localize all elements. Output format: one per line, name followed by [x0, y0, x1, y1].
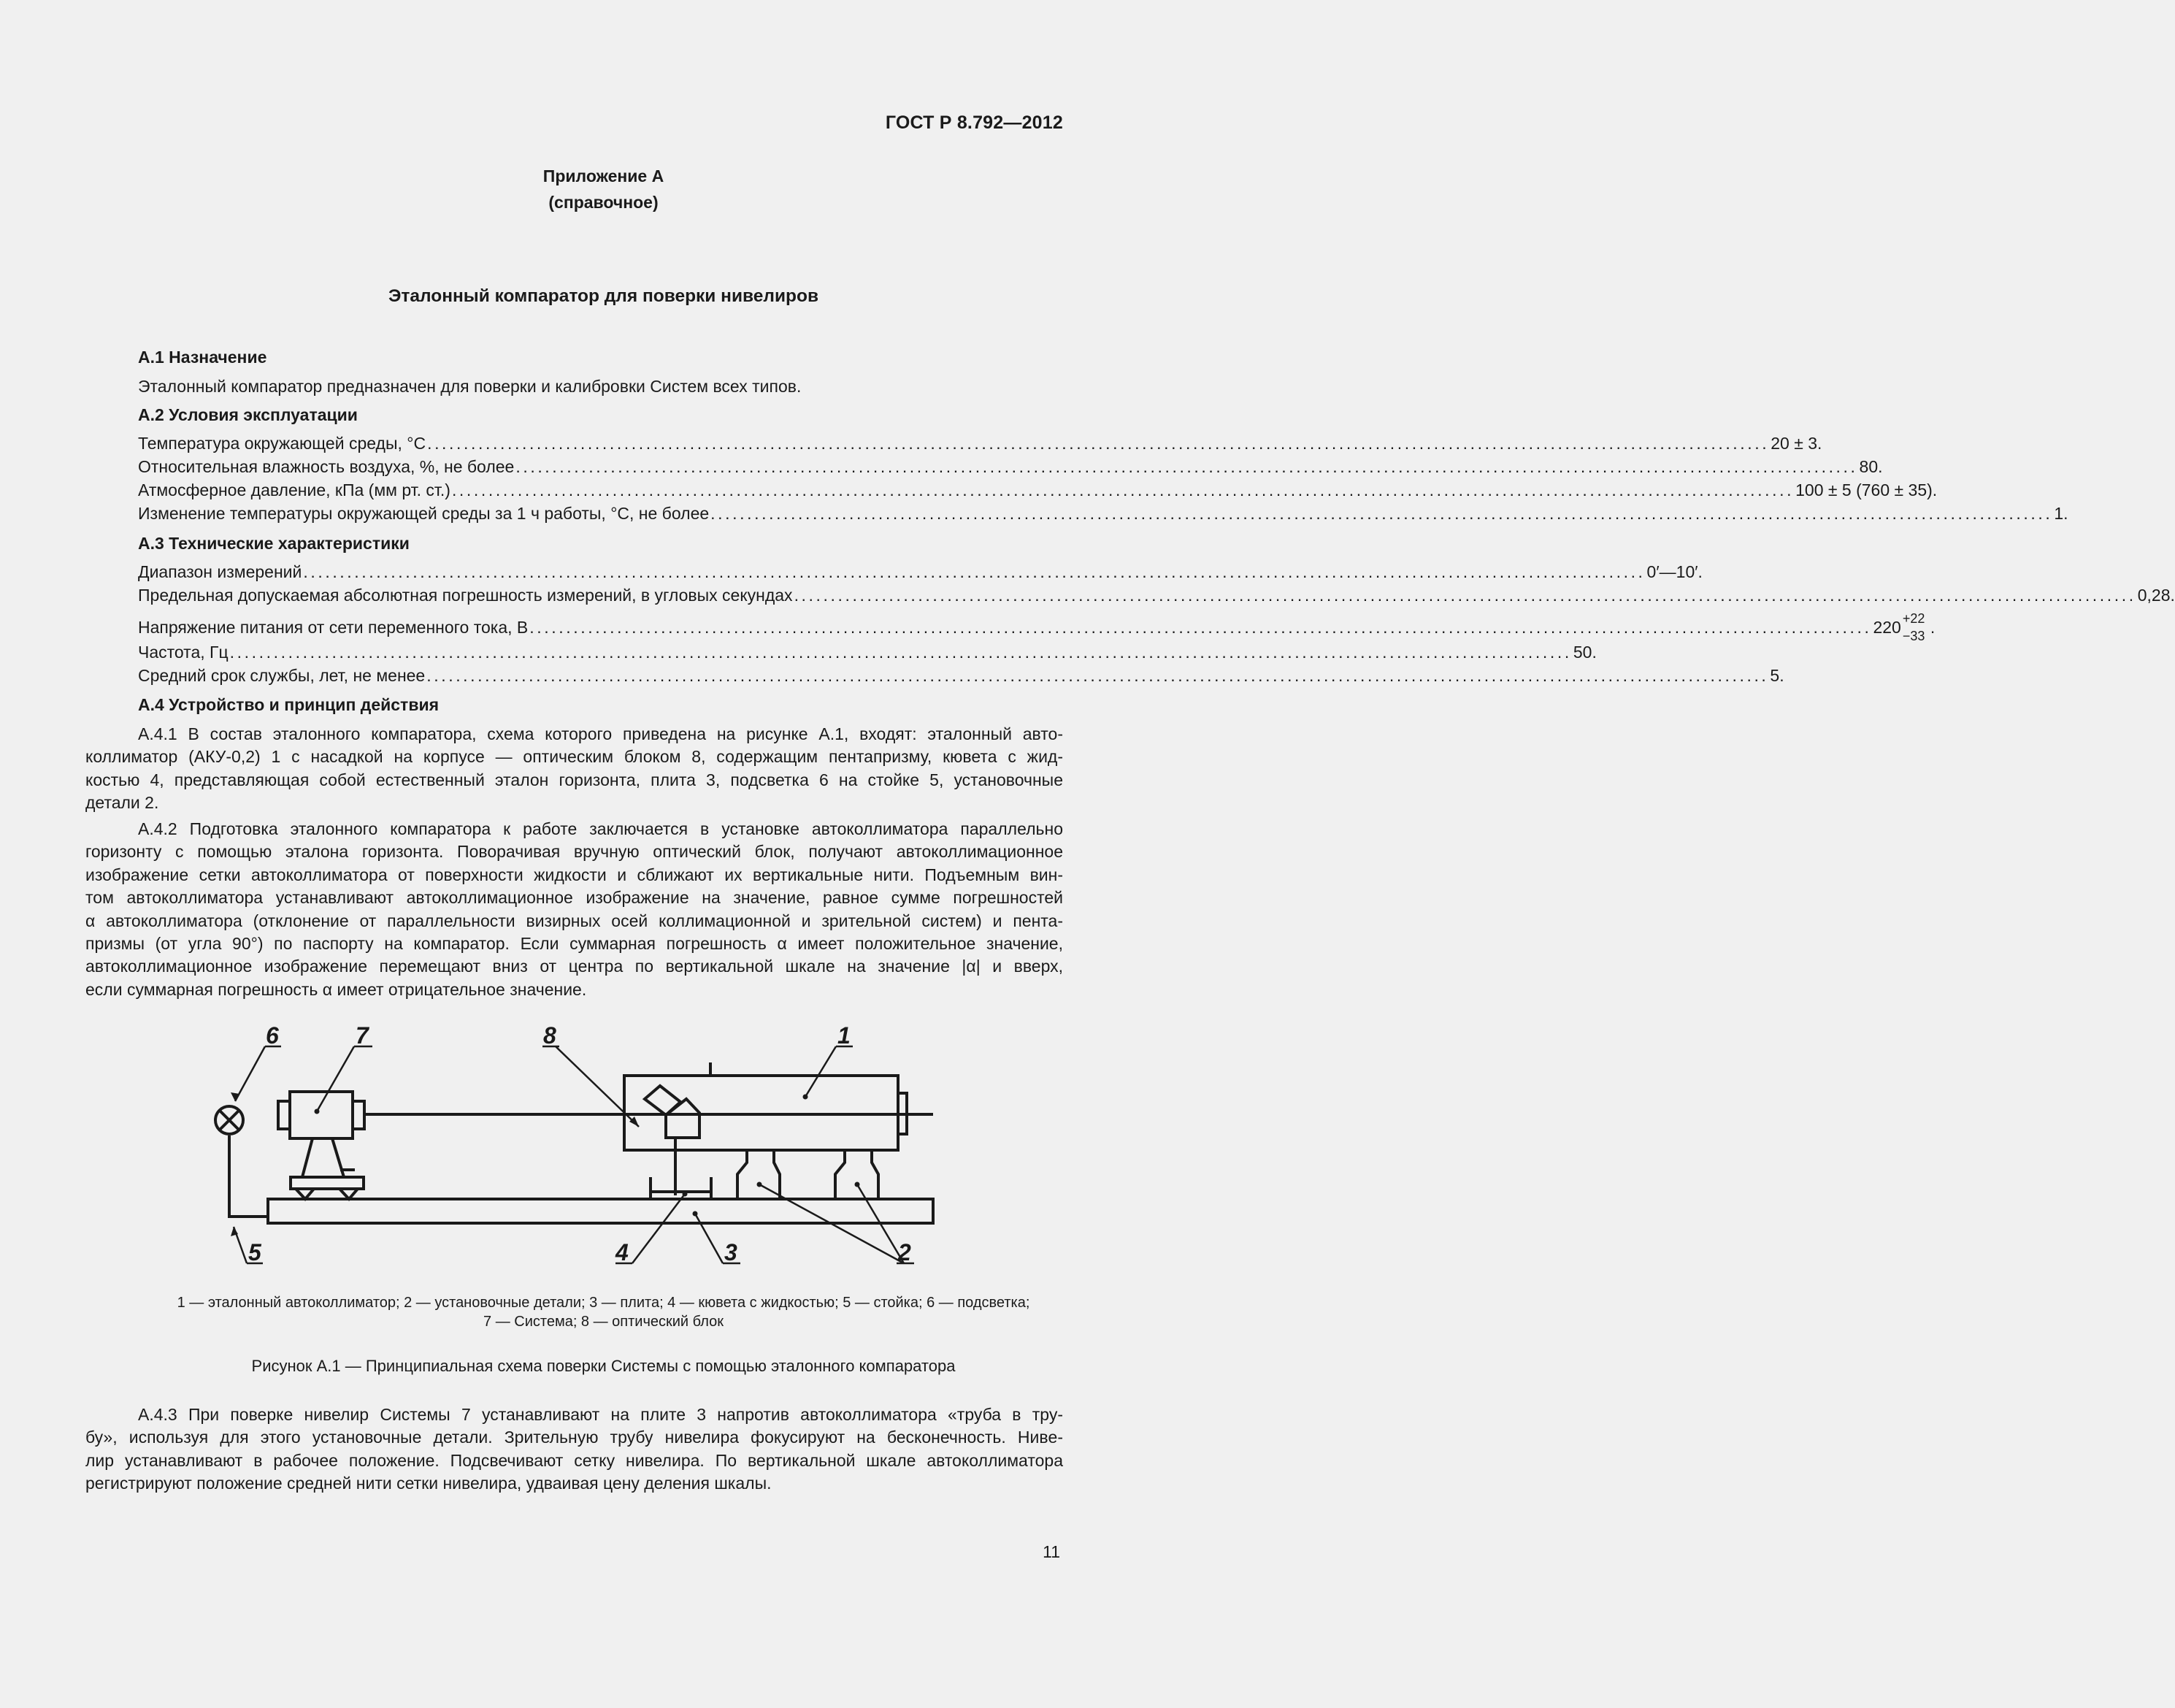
- figure-label: 3: [724, 1239, 737, 1265]
- figure-legend-line1: 1 — эталонный автоколлиматор; 2 — установочные детали; 3 — плита; 4 — кювета с жидкостью; 5 — стойка; 6 — подсветка;: [177, 1295, 1030, 1311]
- figure-label: 8: [543, 1022, 556, 1049]
- paragraph-a42: А.4.2 Подготовка эталонного компаратора к работе заключается в установке автоколлиматора параллельно горизонту с помощью эталона горизонта. Поворачивая вручную оптический блок, получают автоколлимационное изображение сетки автоколлиматора от поверхности жидкости и сближают их вертикальные нити. Подъемным вин- том автоколлиматора устанавливают автоколлимационное изображение на значение, равное сумме погрешностей α автоколлиматора (отклонение от параллельности визирных осей коллимационной и зрительной систем) и пента- призмы (от угла 90°) по паспорту на компаратор. Если суммарная погрешность α имеет положительное значение, автоколлимационное изображение перемещают вниз от центра по вертикальной шкале на значение |α| и вверх, если суммарная погрешность α имеет отрицательное значение.: [85, 819, 1063, 999]
- section-a2-heading: А.2 Условия эксплуатации: [138, 405, 358, 424]
- figure-label: 4: [615, 1239, 629, 1265]
- appendix-subtitle: (справочное): [548, 193, 659, 212]
- voltage-value: 220 +22 −33 .: [1873, 611, 1936, 643]
- spec-row: Диапазон измерений ........................................................................................................................................................................................ 0′—10′.: [138, 562, 1703, 581]
- spec-row: Атмосферное давление, кПа (мм рт. ст.) ........................................................................................................................................................................................ 100 ± 5 (760 ± 35).: [138, 480, 1938, 499]
- level-body: [290, 1092, 353, 1138]
- figure-caption: Рисунок А.1 — Принципиальная схема поверки Системы с помощью эталонного компаратора: [251, 1357, 956, 1375]
- figure-a1-diagram: [204, 1015, 964, 1278]
- paragraph-a43: А.4.3 При поверке нивелир Системы 7 устанавливают на плите 3 напротив автоколлиматора «труба в тру- бу», используя для этого установочные детали. Зрительную трубу нивелира фокусируют на бесконечность. Нивe- лир устанавливают в рабочее положение. Подсвечивают сетку нивелира. По вертикальной шкале автоколлиматора регистрируют положение средней нити сетки нивелира, удваивая цену деления шкалы.: [85, 1405, 1063, 1493]
- paragraph-a41: А.4.1 В состав эталонного компаратора, схема которого приведена на рисунке А.1, входят: эталонный авто- коллиматор (АКУ-0,2) 1 с насадкой на корпусе — оптическим блоком 8, содержащим пентапризму, кювета с жид- костью 4, представляющая собой естественный эталон горизонта, плита 3, подсветка 6 на стойке 5, установочные детали 2.: [85, 724, 1063, 813]
- spec-row: Изменение температуры окружающей среды за 1 ч работы, °С, не более ........................................................................................................................................................................................ 1.: [138, 504, 2068, 523]
- base-plate: [268, 1199, 933, 1223]
- leader-dots: ........................................................................................................................................................................................: [710, 504, 2053, 523]
- figure-label: 1: [837, 1022, 851, 1049]
- spec-row: Напряжение питания от сети переменного тока, В ........................................................................................................................................................................................ 220 +22 −33 .: [138, 611, 1936, 643]
- section-a1-heading: А.1 Назначение: [138, 348, 267, 367]
- figure-label: 6: [266, 1022, 279, 1049]
- section-a1-text: Эталонный компаратор предназначен для поверки и калибровки Систем всех типов.: [138, 377, 802, 396]
- leader-dots: ........................................................................................................................................................................................: [451, 480, 1795, 499]
- figure-legend-line2: 7 — Система; 8 — оптический блок: [483, 1314, 724, 1330]
- leader-dots: ........................................................................................................................................................................................: [426, 666, 1769, 685]
- spec-row: Средний срок службы, лет, не менее ........................................................................................................................................................................................ 5.: [138, 666, 1784, 685]
- spec-row: Частота, Гц ........................................................................................................................................................................................ 50.: [138, 643, 1597, 662]
- document-title: Эталонный компаратор для поверки нивелиров: [388, 286, 819, 306]
- spec-row: Температура окружающей среды, °С ........................................................................................................................................................................................ 20 ± 3.: [138, 434, 1822, 453]
- setting-part: [835, 1150, 878, 1199]
- leader-dots: ........................................................................................................................................................................................: [229, 643, 1572, 662]
- spec-row: Предельная допускаемая абсолютная погрешность измерений, в угловых секундах ........................................................................................................................................................................................ 0,28.: [138, 586, 2175, 605]
- section-a4-heading: А.4 Устройство и принцип действия: [138, 695, 440, 714]
- section-a3-heading: А.3 Технические характеристики: [138, 534, 410, 553]
- leader-dots: ........................................................................................................................................................................................: [303, 562, 1646, 581]
- figure-label: 7: [356, 1022, 369, 1049]
- leader-dots: ........................................................................................................................................................................................: [529, 618, 1872, 637]
- leader-dots: ........................................................................................................................................................................................: [515, 457, 1858, 476]
- pentaprism: [645, 1086, 680, 1115]
- standard-header: ГОСТ Р 8.792—2012: [885, 112, 1063, 133]
- optical-block: [666, 1099, 699, 1138]
- appendix-title: Приложение А: [542, 166, 664, 185]
- stand: [229, 1136, 268, 1217]
- leader-dots: ........................................................................................................................................................................................: [794, 586, 2136, 605]
- figure-label: 2: [898, 1239, 911, 1265]
- leader-dots: ........................................................................................................................................................................................: [427, 434, 1770, 453]
- level-base: [291, 1177, 364, 1189]
- page-number: 11: [1043, 1542, 1060, 1561]
- spec-row: Относительная влажность воздуха, %, не более ........................................................................................................................................................................................ 80.: [138, 457, 1883, 476]
- figure-label: 5: [248, 1239, 261, 1265]
